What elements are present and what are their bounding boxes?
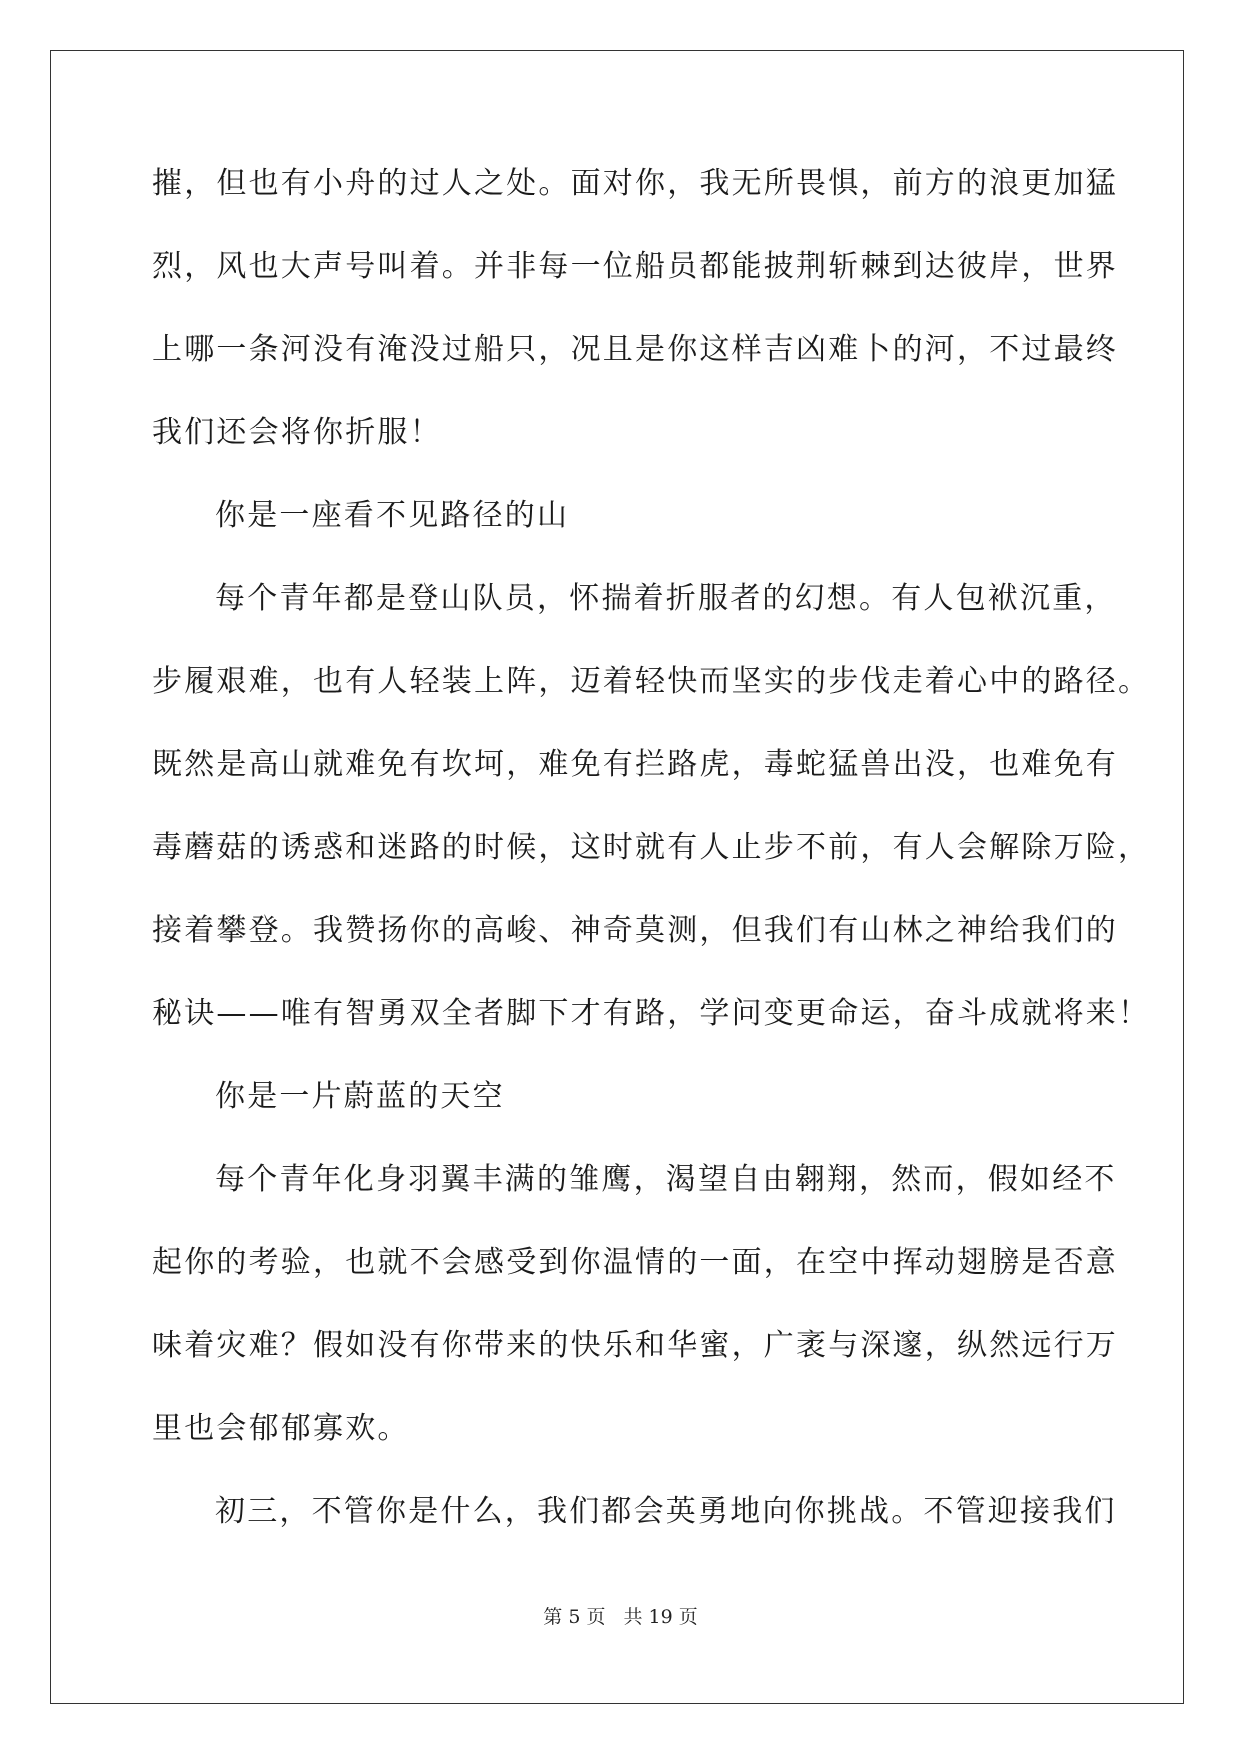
text-line-2: 烈，风也大声号叫着。并非每一位船员都能披荆斩棘到达彼岸，世界 (152, 249, 1118, 284)
section-heading-sky: 你是一片蔚蓝的天空 (215, 1079, 505, 1114)
text-line-3: 上哪一条河没有淹没过船只，况且是你这样吉凶难卜的河，不过最终 (152, 332, 1118, 367)
text-line-14: 起你的考验，也就不会感受到你温情的一面，在空中挥动翅膀是否意 (152, 1245, 1118, 1280)
text-line-8: 既然是高山就难免有坎坷，难免有拦路虎，毒蛇猛兽出没，也难免有 (152, 747, 1118, 782)
document-body (152, 156, 1151, 1567)
text-line-10: 接着攀登。我赞扬你的高峻、神奇莫测，但我们有山林之神给我们的 (152, 913, 1118, 948)
text-line-1: 摧，但也有小舟的过人之处。面对你，我无所畏惧，前方的浪更加猛 (152, 166, 1118, 201)
text-line-6: 每个青年都是登山队员，怀揣着折服者的幻想。有人包袱沉重， (215, 581, 1117, 616)
page-total: 共 19 页 (623, 1606, 698, 1628)
text-line-17: 初三，不管你是什么，我们都会英勇地向你挑战。不管迎接我们 (215, 1494, 1117, 1529)
text-line-16: 里也会郁郁寡欢。 (152, 1411, 410, 1446)
text-line-11: 秘诀——唯有智勇双全者脚下才有路，学问变更命运，奋斗成就将来！ (152, 996, 1151, 1031)
page-footer (0, 1602, 1241, 1629)
page-number: 第 5 页 (543, 1606, 606, 1628)
text-line-7: 步履艰难，也有人轻装上阵，迈着轻快而坚实的步伐走着心中的路径。 (152, 664, 1151, 699)
text-line-4: 我们还会将你折服！ (152, 415, 442, 450)
text-line-13: 每个青年化身羽翼丰满的雏鹰，渴望自由翱翔，然而，假如经不 (215, 1162, 1117, 1197)
text-line-15: 味着灾难？假如没有你带来的快乐和华蜜，广袤与深邃，纵然远行万 (152, 1328, 1118, 1363)
text-line-9: 毒蘑菇的诱惑和迷路的时候，这时就有人止步不前，有人会解除万险， (152, 830, 1151, 865)
section-heading-mountain: 你是一座看不见路径的山 (215, 498, 570, 533)
